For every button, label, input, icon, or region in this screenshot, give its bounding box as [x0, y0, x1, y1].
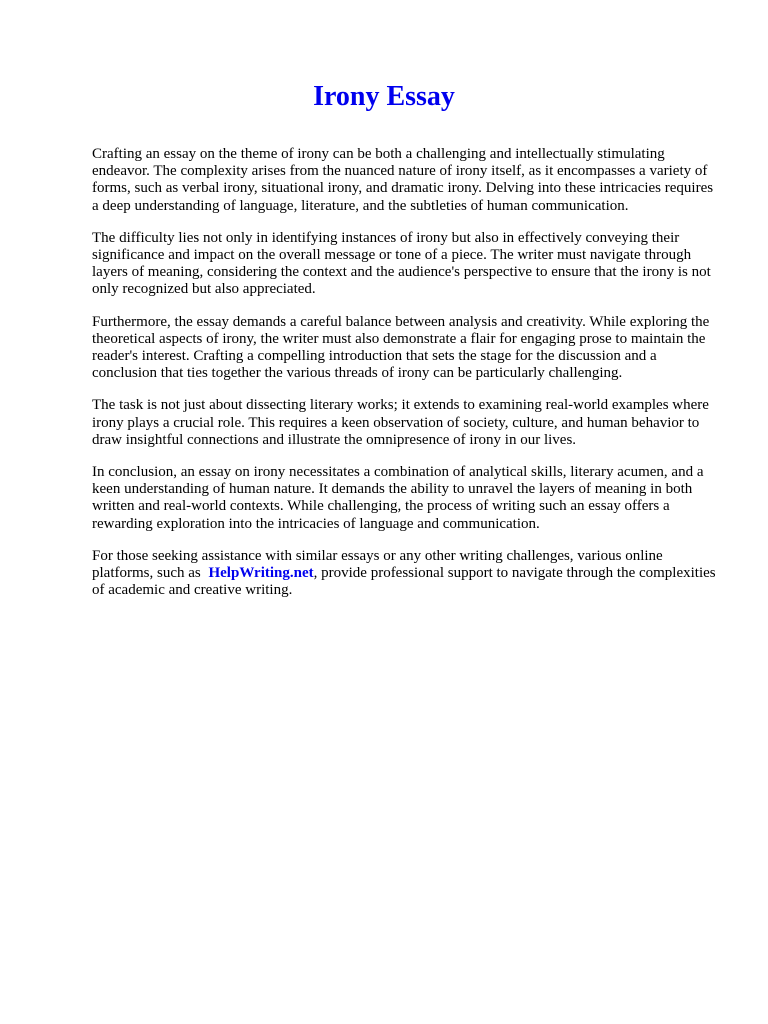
paragraph-2: The difficulty lies not only in identifying instances of irony but also in effectively conveying their significance and impact on the overall message or tone of a piece. The writer must navigate through layers of meaning, considering the context and the audience's perspective to ensure that the irony is not only recognized but also appreciated. — [92, 229, 711, 298]
paragraph-6-text-after: , provide professional support to navigate through the complexities of academic and creative writing. — [92, 565, 716, 599]
paragraph-3: Furthermore, the essay demands a careful balance between analysis and creativity. While exploring the theoretical aspects of irony, the writer must also demonstrate a flair for engaging prose to maintain the reader's interest. Crafting a compelling introduction that sets the stage for the discussion and a conclusion that ties together the various threads of irony can be particularly challenging. — [92, 313, 710, 382]
page-title: Irony Essay — [313, 81, 455, 112]
paragraph-4: The task is not just about dissecting literary works; it extends to examining real-world examples where irony plays a crucial role. This requires a keen observation of society, culture, and human behavior to draw insightful connections and illustrate the omnipresence of irony in our lives. — [92, 397, 709, 448]
paragraph-1: Crafting an essay on the theme of irony can be both a challenging and intellectually stimulating endeavor. The complexity arises from the nuanced nature of irony itself, as it encompasses a variety of forms, such as verbal irony, situational irony, and dramatic irony. Delving into these intricacies requires a deep understanding of language, literature, and the subtleties of human communication. — [92, 146, 714, 214]
paragraph-6 — [92, 548, 722, 600]
paragraph-6-text-before: For those seeking assistance with similar essays or any other writing challenges, various online platforms, such as — [92, 547, 663, 582]
helpwriting-link[interactable]: HelpWriting.net — [208, 565, 314, 582]
paragraph-5: In conclusion, an essay on irony necessitates a combination of analytical skills, literary acumen, and a keen understanding of human nature. It demands the ability to unravel the layers of meaning in both written and real-world contexts. While challenging, the process of writing such an essay offers a rewarding exploration into the intricacies of language and communication. — [92, 464, 704, 532]
essay-body — [92, 146, 722, 614]
